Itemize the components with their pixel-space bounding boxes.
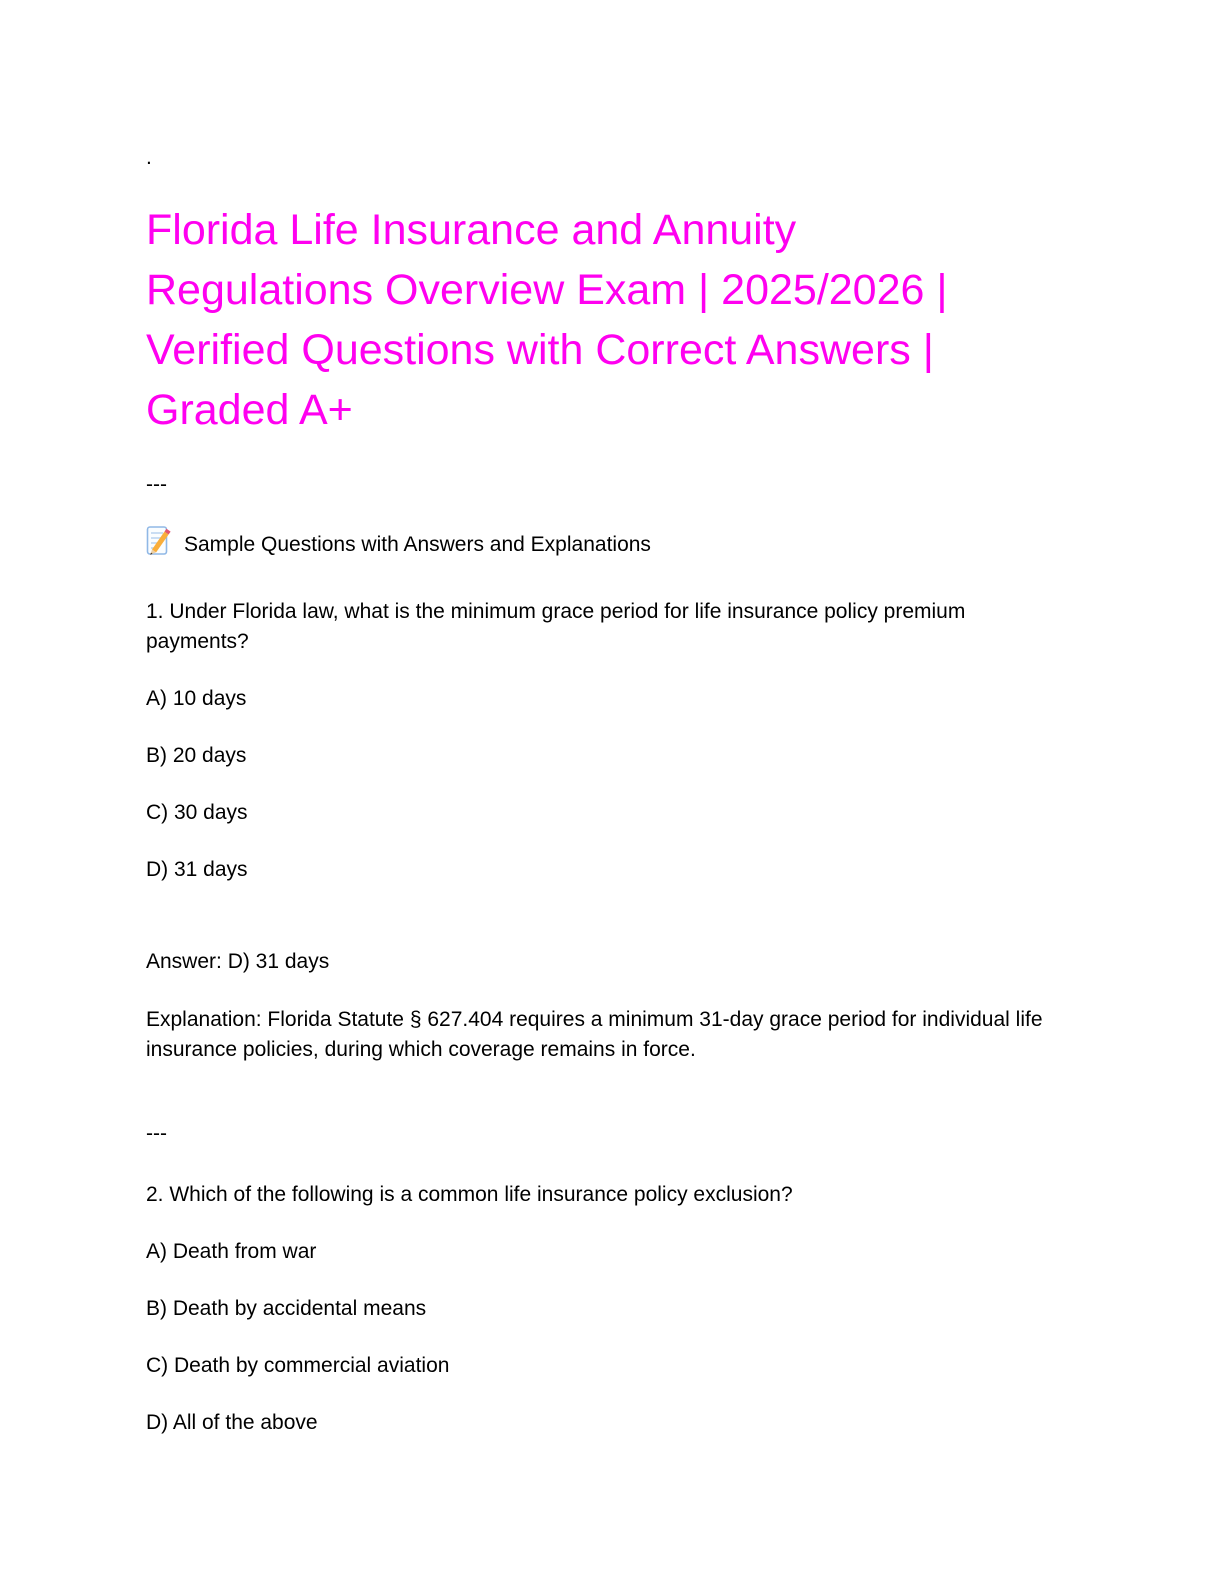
question-block: [146, 597, 1044, 1065]
question-option: A) Death from war: [146, 1240, 317, 1263]
explanation-text: Explanation: Florida Statute § 627.404 requires a minimum 31-day grace period for individual life insurance policies, during which coverage remains in force.: [146, 1008, 1043, 1061]
leading-dot: .: [146, 146, 152, 169]
question-option: D) All of the above: [146, 1411, 318, 1434]
document-title-line: Regulations Overview Exam | 2025/2026 |: [146, 266, 948, 314]
answer-line: Answer: D) 31 days: [146, 950, 330, 973]
question-text: 2. Which of the following is a common life insurance policy exclusion?: [146, 1183, 793, 1206]
question-option: B) 20 days: [146, 744, 247, 767]
question-option: D) 31 days: [146, 858, 248, 881]
question-block: [146, 1180, 1044, 1438]
document-title-line: Verified Questions with Correct Answers |: [146, 326, 934, 374]
section-heading: [146, 525, 1044, 565]
question-option: B) Death by accidental means: [146, 1297, 427, 1320]
memo-icon: [146, 525, 173, 565]
document-title: [146, 200, 1044, 440]
question-text: 1. Under Florida law, what is the minimum grace period for life insurance policy premium payments?: [146, 600, 966, 653]
question-option: C) 30 days: [146, 801, 248, 824]
divider: ---: [146, 1122, 167, 1145]
question-option: A) 10 days: [146, 687, 247, 710]
divider: ---: [146, 473, 167, 496]
section-heading-text: Sample Questions with Answers and Explanations: [184, 533, 651, 556]
question-option: C) Death by commercial aviation: [146, 1354, 450, 1377]
document-title-line: Graded A+: [146, 386, 353, 434]
document-title-line: Florida Life Insurance and Annuity: [146, 206, 797, 254]
